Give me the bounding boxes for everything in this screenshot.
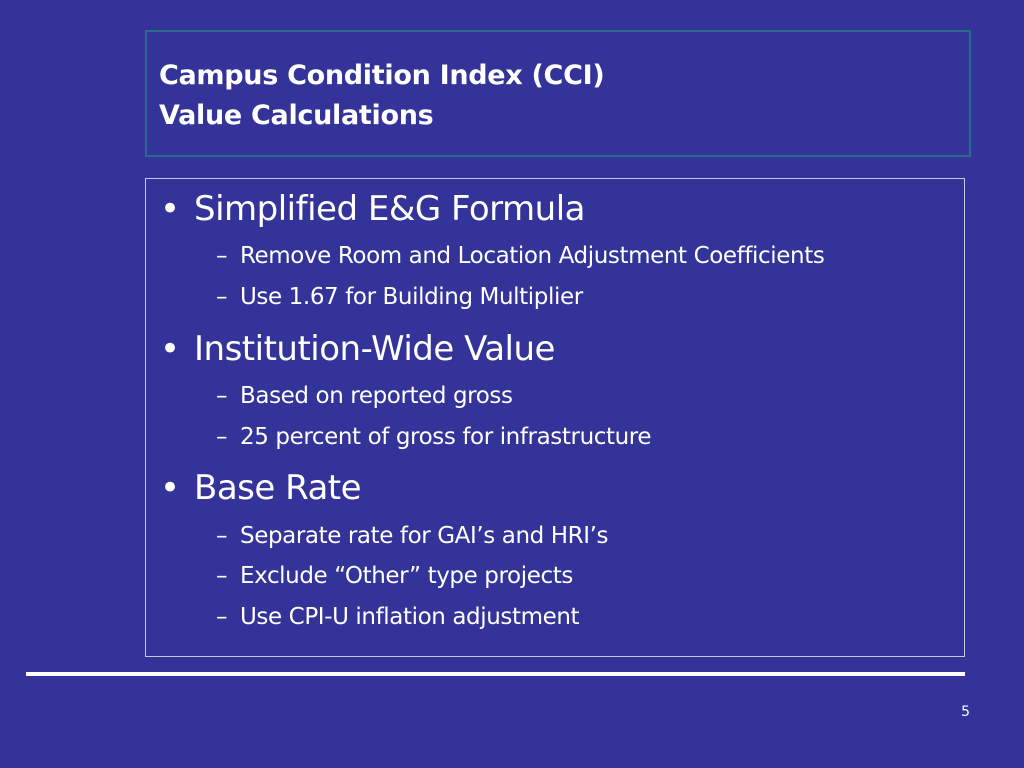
divider-rule [26,672,965,676]
sub-bullet-item [216,604,579,630]
sub-bullet-item [216,284,583,310]
dash-glyph: – [216,284,228,310]
dash-glyph: – [216,523,228,549]
bullet-item [160,189,585,229]
title-box [145,30,971,157]
slide-title-line-1: Campus Condition Index (CCI) [159,60,605,91]
dash-glyph: – [216,563,228,589]
sub-bullet-item [216,243,824,269]
content-box [145,178,965,657]
bullet-item [160,329,555,369]
dash-glyph: – [216,243,228,269]
bullet-item [160,468,361,508]
sub-bullet-text: Based on reported gross [240,383,513,409]
sub-bullet-text: Remove Room and Location Adjustment Coefficients [240,243,825,269]
sub-bullet-item [216,424,651,450]
sub-bullet-text: Use 1.67 for Building Multiplier [240,284,583,310]
bullet-glyph: • [160,329,180,369]
sub-bullet-text: Use CPI-U inflation adjustment [240,604,580,630]
slide-title-line-2: Value Calculations [159,100,434,131]
dash-glyph: – [216,383,228,409]
dash-glyph: – [216,424,228,450]
dash-glyph: – [216,604,228,630]
sub-bullet-item [216,383,513,409]
bullet-text: Base Rate [194,468,362,508]
bullet-text: Simplified E&G Formula [194,189,585,229]
bullet-text: Institution-Wide Value [194,329,555,369]
bullet-glyph: • [160,468,180,508]
sub-bullet-item [216,523,608,549]
sub-bullet-text: 25 percent of gross for infrastructure [240,424,652,450]
bullet-glyph: • [160,189,180,229]
sub-bullet-text: Exclude “Other” type projects [240,563,573,589]
page-number: 5 [961,704,970,720]
sub-bullet-item [216,563,573,589]
sub-bullet-text: Separate rate for GAI’s and HRI’s [240,523,609,549]
